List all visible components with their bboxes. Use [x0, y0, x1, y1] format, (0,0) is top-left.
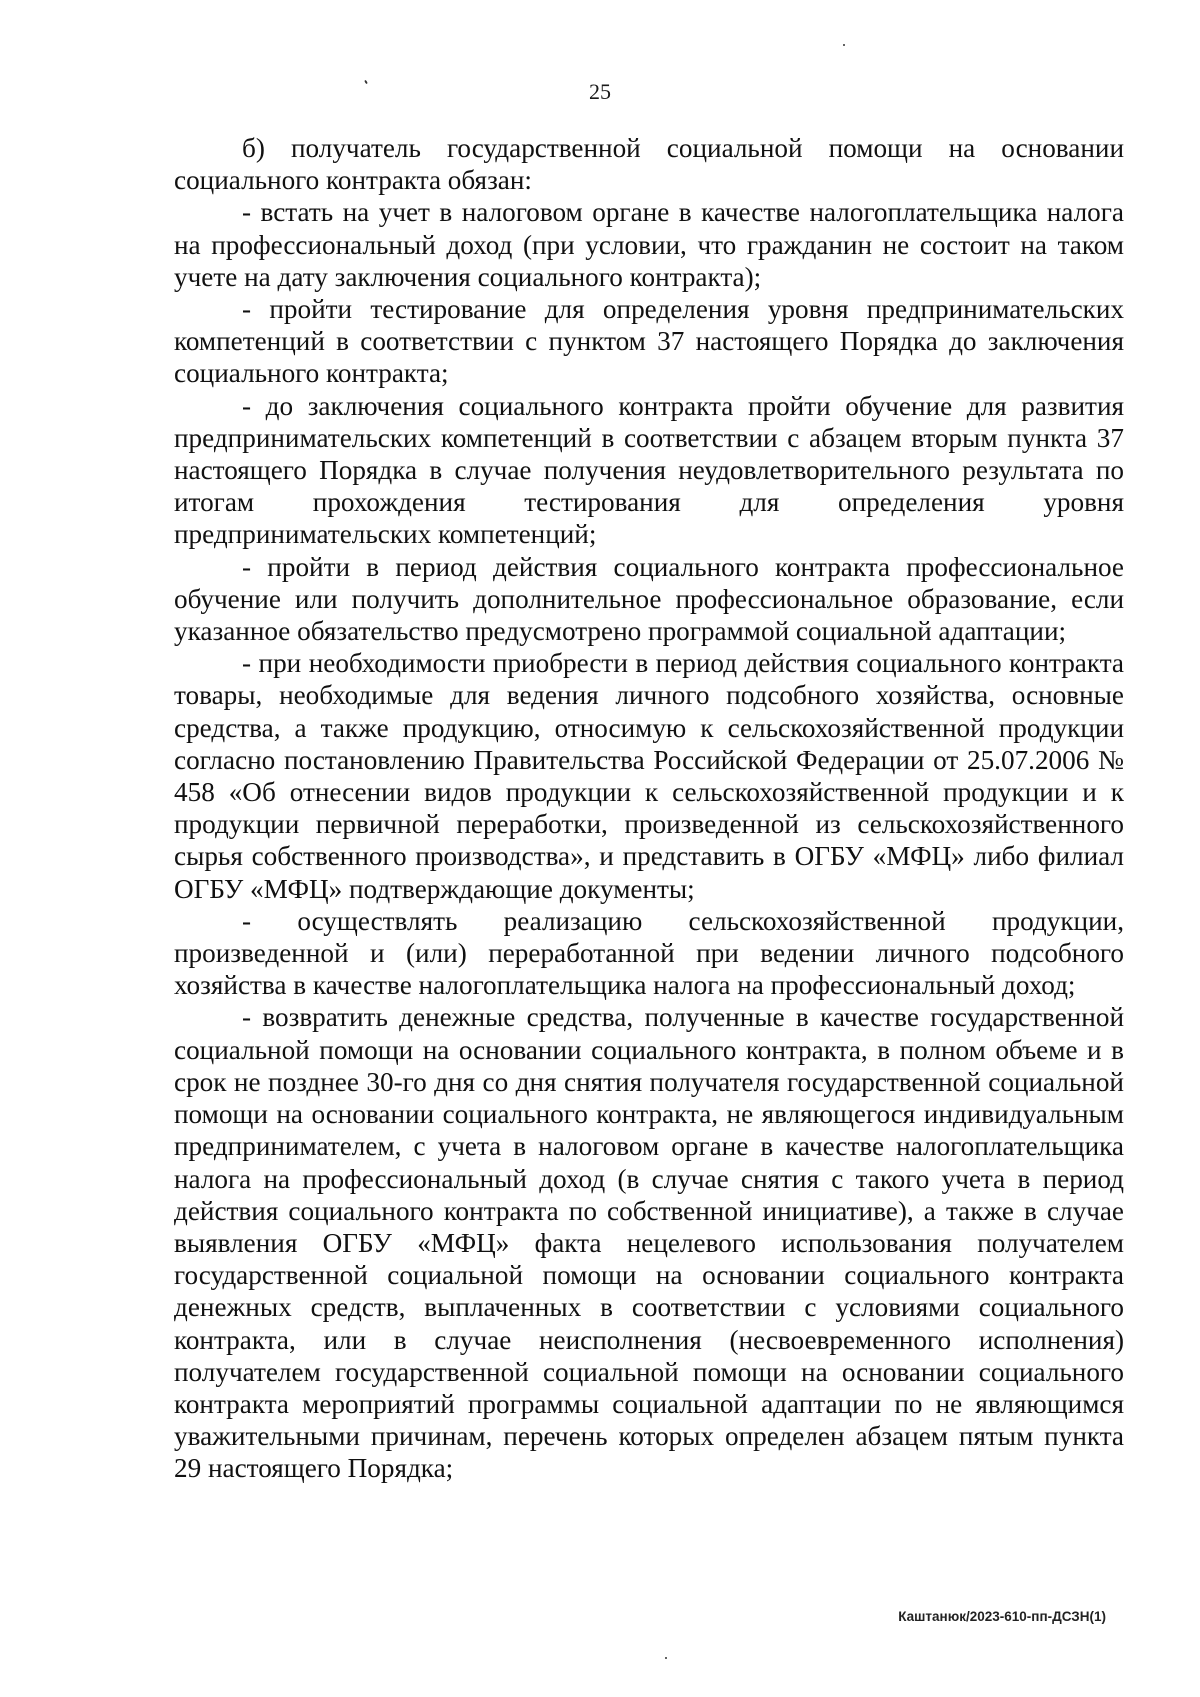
scan-speck [843, 44, 845, 46]
page-number: 25 [589, 79, 611, 104]
paragraph-intro: б) получатель государственной социальной помощи на основании социального контракта обязан: [174, 133, 1124, 196]
document-footer-code: Каштанюк/2023-610-пп-ДСЗН(1) [898, 1609, 1106, 1624]
paragraph-testing: - пройти тестирование для определения уровня предпринимательских компетенций в соответствии с пунктом 37 настоящего Порядка до заключения социального контракта; [174, 294, 1124, 389]
paragraph-tax-registration: - встать на учет в налоговом органе в качестве налогоплательщика налога на профессиональный доход (при условии, что гражданин не состоит на таком учете на дату заключения социального контракта); [174, 197, 1124, 292]
paragraph-refund-funds: - возвратить денежные средства, полученные в качестве государственной социальной помощи на основании социального контракта, в полном объеме и в срок не позднее 30-го дня со дня снятия получателя государственной социальной помощи на основании социального контракта, не являющегося индивидуальным предпринимателем, с учета в налоговом органе в качестве налогоплательщика налога на профессиональный доход (в случае снятия с такого учета в период действия социального контракта по собственной инициативе), а также в случае выявления ОГБУ «МФЦ» факта нецелевого использования получателем государственной социальной помощи на основании социального контракта денежных средств, выплаченных в соответствии с условиями социального контракта, или в случае неисполнения (несвоевременного исполнения) получателем государственной социальной помощи на основании социального контракта мероприятий программы социальной адаптации по не являющимся уважительными причинам, перечень которых определен абзацем пятым пункта 29 настоящего Порядка; [174, 1002, 1124, 1484]
paragraph-purchase-goods: - при необходимости приобрести в период действия социального контракта товары, необходимые для ведения личного подсобного хозяйства, основные средства, а также продукцию, относимую к сельскохозяйственной продукции согласно постановлению Правительства Российской Федерации от 25.07.2006 № 458 «Об отнесении видов продукции к сельскохозяйственной продукции и к продукции первичной переработки, произведенной из сельскохозяйственного сырья собственного производства», и представить в ОГБУ «МФЦ» либо филиал ОГБУ «МФЦ» подтверждающие документы; [174, 648, 1124, 904]
paragraph-professional-education: - пройти в период действия социального контракта профессиональное обучение или получить дополнительное профессиональное образование, если указанное обязательство предусмотрено программой социальной адаптации; [174, 551, 1124, 647]
scan-speck [665, 1657, 667, 1659]
document-body [174, 132, 1124, 1485]
paragraph-training: - до заключения социального контракта пройти обучение для развития предпринимательских компетенций в соответствии с абзацем вторым пункта 37 настоящего Порядка в случае получения неудовлетворительного результата по итогам прохождения тестирования для определения уровня предпринимательских компетенций; [174, 390, 1124, 550]
paragraph-sell-produce: - осуществлять реализацию сельскохозяйственной продукции, произведенной и (или) переработанной при ведении личного подсобного хозяйства в качестве налогоплательщика налога на профессиональный доход; [174, 905, 1124, 1001]
